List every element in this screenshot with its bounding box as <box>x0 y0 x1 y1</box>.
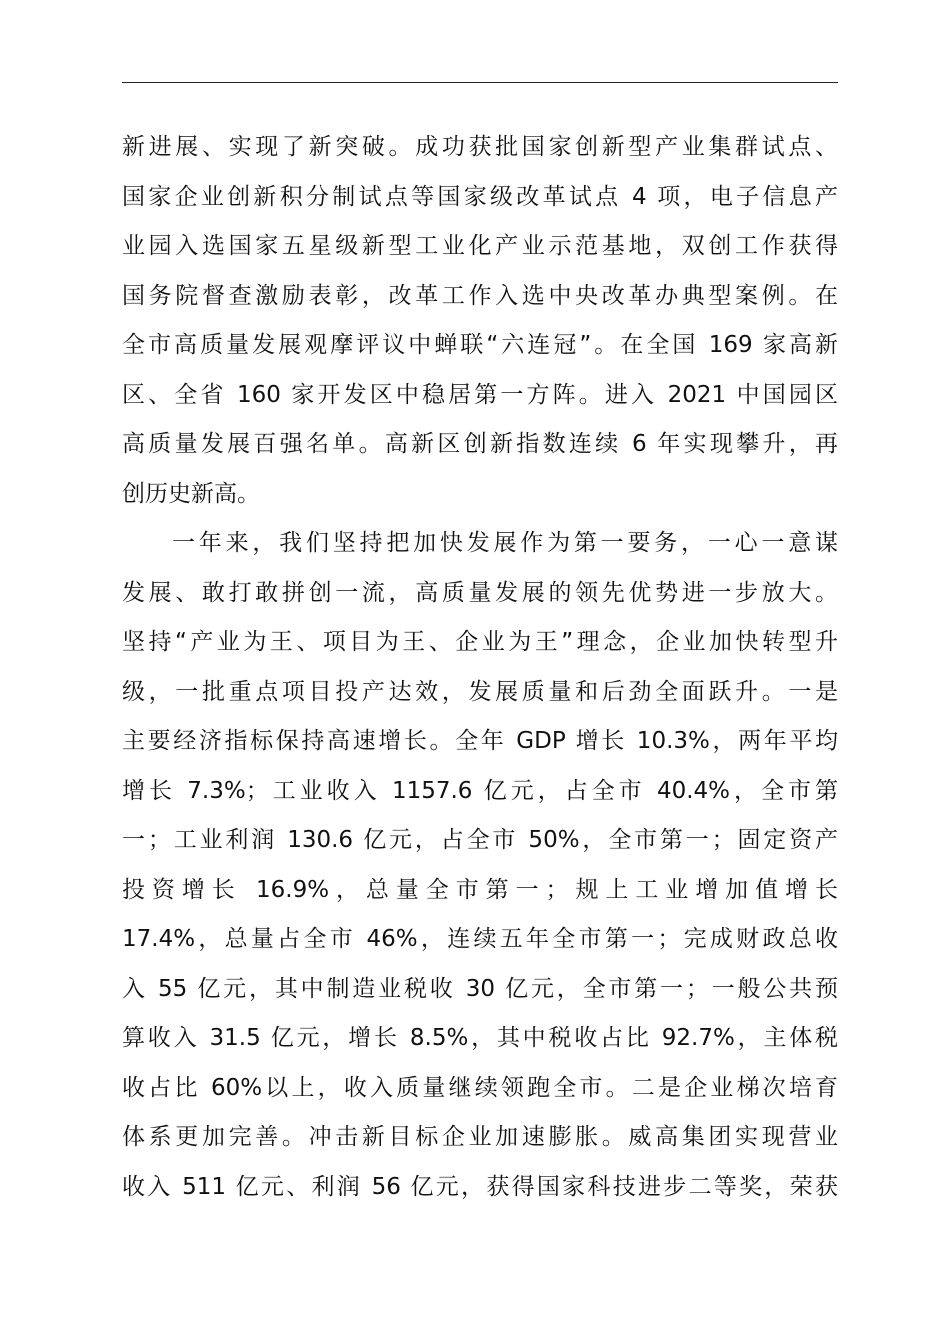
text-line: 发展、敢打敢拼创一流，高质量发展的领先优势进一步放大。 <box>122 579 838 606</box>
text-line: 创历史新高。 <box>122 480 260 507</box>
text-line: 投资增长 16.9%，总量全市第一；规上工业增加值增长 <box>122 876 838 903</box>
text-line: 区、全省 160 家开发区中稳居第一方阵。进入 2021 中国园区 <box>122 381 838 408</box>
body-text <box>122 123 838 1212</box>
text-line: 业园入选国家五星级新型工业化产业示范基地，双创工作获得 <box>122 233 838 259</box>
text-line: 增长 7.3%；工业收入 1157.6 亿元，占全市 40.4%，全市第 <box>122 777 838 804</box>
text-line: 坚持“产业为王、项目为王、企业为王”理念，企业加快转型升 <box>122 629 838 655</box>
text-line: 级，一批重点项目投产达效，发展质量和后劲全面跃升。一是 <box>122 678 838 705</box>
text-line: 新进展、实现了新突破。成功获批国家创新型产业集群试点、 <box>122 134 838 160</box>
text-line: 国家企业创新积分制试点等国家级改革试点 4 项，电子信息产 <box>122 183 838 210</box>
text-line: 收占比 60%以上，收入质量继续领跑全市。二是企业梯次培育 <box>122 1074 838 1101</box>
text-line: 收入 511 亿元、利润 56 亿元，获得国家科技进步二等奖，荣获 <box>122 1173 838 1200</box>
text-line: 17.4%，总量占全市 46%，连续五年全市第一；完成财政总收 <box>122 926 838 952</box>
text-line: 体系更加完善。冲击新目标企业加速膨胀。威高集团实现营业 <box>122 1124 838 1150</box>
text-line: 高质量发展百强名单。高新区创新指数连续 6 年实现攀升，再 <box>122 431 838 457</box>
text-line: 国务院督查激励表彰，改革工作入选中央改革办典型案例。在 <box>122 282 838 309</box>
text-line: 全市高质量发展观摩评议中蝉联“六连冠”。在全国 169 家高新 <box>122 332 838 358</box>
text-line: 主要经济指标保持高速增长。全年 GDP 增长 10.3%，两年平均 <box>122 728 838 754</box>
text-line: 入 55 亿元，其中制造业税收 30 亿元，全市第一；一般公共预 <box>122 975 838 1002</box>
text-line: 算收入 31.5 亿元，增长 8.5%，其中税收占比 92.7%，主体税 <box>122 1025 838 1051</box>
text-line: 一；工业利润 130.6 亿元，占全市 50%，全市第一；固定资产 <box>122 827 838 853</box>
header-rule <box>122 82 838 83</box>
paragraph-first-line: 一年来，我们坚持把加快发展作为第一要务，一心一意谋 <box>172 530 838 556</box>
